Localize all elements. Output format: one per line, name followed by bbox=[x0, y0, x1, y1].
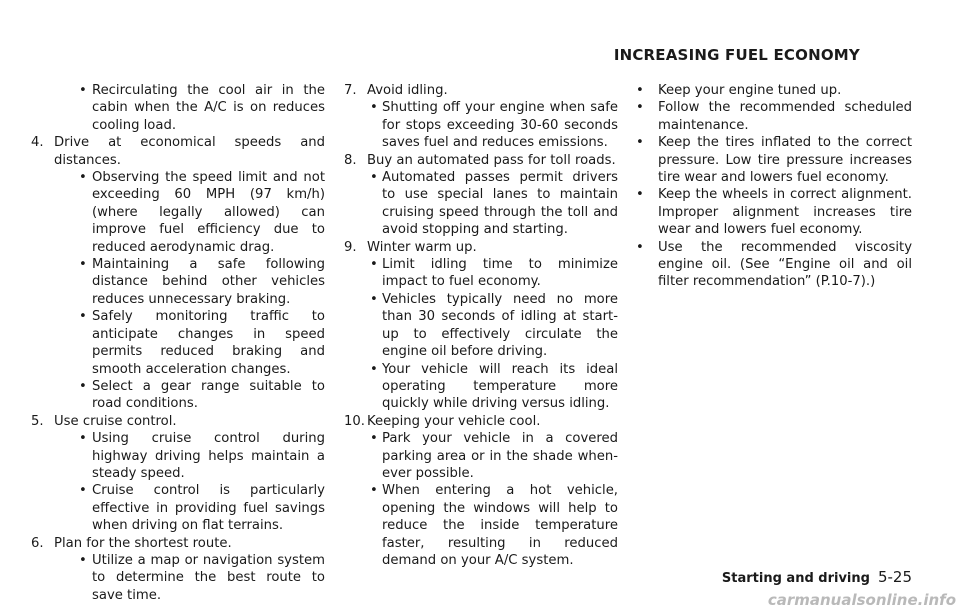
bullet-marker: • bbox=[636, 135, 644, 151]
list-item bbox=[636, 99, 912, 134]
list-item: • Select a gear range suitable to road conditions. bbox=[31, 378, 325, 413]
list-item: • When entering a hot vehicle, opening the windows will help to reduce the inside temperature faster, resulting in reduced demand on your A/C system. bbox=[344, 482, 618, 569]
list-item bbox=[636, 239, 912, 291]
numbered-item-5 bbox=[31, 413, 325, 535]
list-item-text: Keep the wheels in correct alignment. Improper alignment increases tire wear and lowers fuel economy. bbox=[658, 187, 912, 238]
item-number: 5. bbox=[31, 413, 44, 429]
list-item: • Vehicles typically need no more than 30 seconds of idling at start-up to effectively circulate the engine oil before driving. bbox=[344, 291, 618, 361]
list-item: • Limit idling time to minimize impact to fuel economy. bbox=[344, 256, 618, 291]
list-item: • Utilize a map or navigation system to determine the best route to save time. bbox=[31, 552, 325, 604]
list-item: • Automated passes permit drivers to use special lanes to maintain cruising speed through the toll and avoid stopping and starting. bbox=[344, 169, 618, 239]
column-3 bbox=[636, 82, 912, 291]
item-text: Avoid idling. bbox=[367, 83, 448, 98]
column-1 bbox=[31, 82, 325, 604]
bullet-marker: • bbox=[636, 100, 644, 116]
numbered-item-6 bbox=[31, 535, 325, 605]
footer-section-title: Starting and driving bbox=[721, 571, 870, 586]
page-footer bbox=[722, 569, 912, 587]
column-2 bbox=[344, 82, 618, 569]
list-item: • Shutting off your engine when safe for stops exceeding 30-60 seconds saves fuel and reduces emissions. bbox=[344, 99, 618, 151]
list-item-text: Keep the tires inflated to the correct pressure. Low tire pressure increases tire wear and lowers fuel economy. bbox=[658, 135, 912, 186]
bullet-marker: • bbox=[636, 187, 644, 203]
list-item: • Safely monitoring traffic to anticipate changes in speed permits reduced braking and smooth acceleration changes. bbox=[31, 308, 325, 378]
item-number: 10. bbox=[344, 413, 365, 429]
list-item bbox=[636, 134, 912, 186]
list-item: • Recirculating the cool air in the cabin when the A/C is on reduces cooling load. bbox=[31, 82, 325, 134]
section-heading: INCREASING FUEL ECONOMY bbox=[613, 46, 860, 64]
numbered-item-4 bbox=[31, 134, 325, 413]
list-item: • Cruise control is particularly effective in providing fuel savings when driving on flat terrains. bbox=[31, 482, 325, 534]
item-text: Plan for the shortest route. bbox=[54, 535, 232, 551]
numbered-item-9 bbox=[344, 239, 618, 413]
item-text: Keeping your vehicle cool. bbox=[367, 413, 541, 429]
bullet-marker: • bbox=[636, 83, 644, 98]
list-item: • Maintaining a safe following distance behind other vehicles reduces unnecessary braking. bbox=[31, 256, 325, 308]
numbered-item-10 bbox=[344, 413, 618, 570]
list-item: • Park your vehicle in a covered parking area or in the shade when-ever possible. bbox=[344, 430, 618, 482]
item-number: 9. bbox=[344, 239, 357, 255]
item-text: Winter warm up. bbox=[367, 239, 477, 255]
item-number: 7. bbox=[344, 83, 357, 98]
list-item: • Observing the speed limit and not exceeding 60 MPH (97 km/h) (where legally allowed) can improve fuel efficiency due to reduced aerodynamic drag. bbox=[31, 169, 325, 256]
page-number: 5-25 bbox=[877, 568, 912, 586]
item-text: Buy an automated pass for toll roads. bbox=[367, 152, 616, 168]
list-item-text: Use the recommended viscosity engine oil. (See “Engine oil and oil filter recommendation” (P.10-7).) bbox=[658, 239, 912, 290]
item-number: 4. bbox=[31, 135, 44, 151]
item-text: Use cruise control. bbox=[54, 413, 177, 429]
item-text: Drive at economical speeds and distances. bbox=[54, 135, 325, 168]
bullet-marker: • bbox=[636, 239, 644, 255]
list-item: • Using cruise control during highway driving helps maintain a steady speed. bbox=[31, 430, 325, 482]
list-item-text: Follow the recommended scheduled maintenance. bbox=[658, 100, 912, 133]
item-number: 8. bbox=[344, 152, 357, 168]
watermark: carmanualsonline.info bbox=[767, 590, 956, 609]
list-item-text: Keep your engine tuned up. bbox=[658, 83, 842, 98]
list-item: • Your vehicle will reach its ideal operating temperature more quickly while driving versus idling. bbox=[344, 361, 618, 413]
list-item bbox=[636, 186, 912, 238]
numbered-item-7 bbox=[344, 82, 618, 152]
list-item bbox=[636, 82, 912, 99]
numbered-item-8 bbox=[344, 152, 618, 239]
item-number: 6. bbox=[31, 535, 44, 551]
